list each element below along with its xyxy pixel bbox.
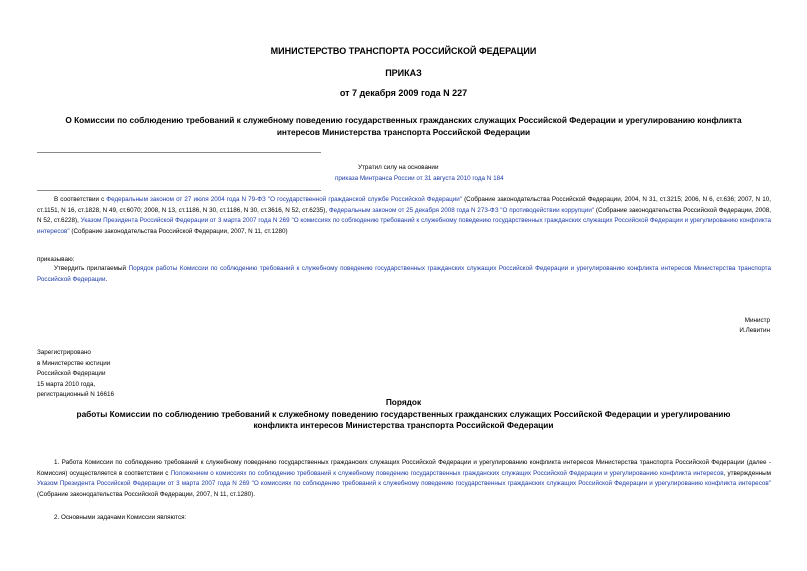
preamble-text: (Собрание законодательства Российской Федерации, 2008, N 52, ст.6228), <box>37 206 772 225</box>
registration-line: в Министерстве юстиции <box>37 359 111 367</box>
procedure-subtitle-line2: конфликта интересов Министерства транспорта Российской Федерации <box>253 420 554 430</box>
procedure-item-2: 2. Основными задачами Комиссии являются: <box>54 514 187 521</box>
ministry-heading: МИНИСТЕРСТВО ТРАНСПОРТА РОССИЙСКОЙ ФЕДЕРАЦИИ <box>270 46 537 56</box>
presidential-decree-269-link[interactable]: Указом Президента Российской Федерации от 3 марта 2007 года N 269 "О комиссиях по соблюдению требований к служебному поведению государственных гражданских служащих Российской Федерации и урегулированию конфликта интересов" <box>37 217 771 235</box>
registration-block <box>37 348 114 401</box>
procedure-subtitle-line1: работы Комиссии по соблюдению требований к служебному поведению государственных гражданских служащих Российской Федерации и урегулированию <box>76 409 731 419</box>
item1-text: (Собрание законодательства Российской Федерации, 2007, N 11, ст.1280). <box>37 490 255 498</box>
separator-line <box>37 190 321 191</box>
procedure-item-1 <box>37 458 771 500</box>
preamble-paragraph <box>37 195 771 237</box>
doc-title-line1: О Комиссии по соблюдению требований к служебному поведению государственных гражданских служащих Российской Федерации и урегулированию конфликта <box>65 115 742 125</box>
approve-end: . <box>105 275 108 283</box>
registration-line: Зарегистрировано <box>37 349 91 356</box>
item1-text: , утвержденным <box>723 469 771 477</box>
registration-line: регистрационный N 16616 <box>37 391 115 399</box>
signature-name: И.Левитин <box>739 327 770 334</box>
signature-role: Министр <box>744 317 770 324</box>
procedure-title: Порядок <box>385 397 422 407</box>
preamble-text: (Собрание законодательства Российской Федерации, 2004, N 31, ст.3215; 2006, N 6, ст.636; 2007, N 10, ст.1151, N 16, ст.1828, N 49, ст.6070; 2008, N 13, ст.1186, N 30, ст.1186, N 30, ст.3616, N 52, ст.6235), <box>37 196 771 214</box>
presidential-decree-269-link[interactable]: Указом Президента Российской Федерации от 3 марта 2007 года N 269 "О комиссиях по соблюдению требований к служебному поведению государственных гражданских служащих Российской Федерации и урегулированию конфликта интересов" <box>37 480 771 488</box>
doc-date-number: от 7 декабря 2009 года N 227 <box>339 88 468 98</box>
registration-line: Российской Федерации <box>37 370 106 378</box>
doc-type-heading: ПРИКАЗ <box>385 68 422 78</box>
order-word: приказываю: <box>37 256 75 263</box>
federal-law-79-link[interactable]: Федеральным законом от 27 июля 2004 года N 79-ФЗ "О государственной гражданской службе Российской Федерации" <box>106 196 463 203</box>
federal-law-273-link[interactable]: Федеральным законом от 25 декабря 2008 года N 273-ФЗ "О противодействии коррупции" <box>328 206 595 214</box>
procedure-link[interactable]: Порядок работы Комиссии по соблюдению требований к служебному поведению государственных гражданских служащих Российской Федерации и урегулированию конфликта интересов Министерства транспорта Российской Федерации <box>37 265 771 283</box>
separator-line <box>37 152 321 153</box>
item1-text: 1. Работа Комиссии по соблюдению требований к служебному поведению государственных гражданских служащих Российской Федерации и урегулированию конфликта интересов Министерства транспорта Российской Федерации (далее - Комиссия) осуществляется в соответствии с <box>37 459 771 477</box>
approve-paragraph <box>37 264 771 285</box>
regulation-link[interactable]: Положением о комиссиях по соблюдению требований к служебному поведению государственных гражданских служащих Российской Федерации и урегулированию конфликта интересов <box>170 469 724 477</box>
preamble-text: В соответствии с <box>54 196 107 203</box>
registration-line: 15 марта 2010 года, <box>37 380 96 388</box>
doc-title-line2: интересов Министерства транспорта Российской Федерации <box>276 127 531 137</box>
lost-force-link[interactable]: приказа Минтранса России от 31 августа 2010 года N 184 <box>335 175 504 182</box>
lost-force-note: Утратил силу на основании <box>358 164 439 171</box>
preamble-text: (Собрание законодательства Российской Федерации, 2007, N 11, ст.1280) <box>69 227 288 235</box>
approve-text: Утвердить прилагаемый <box>54 265 129 272</box>
